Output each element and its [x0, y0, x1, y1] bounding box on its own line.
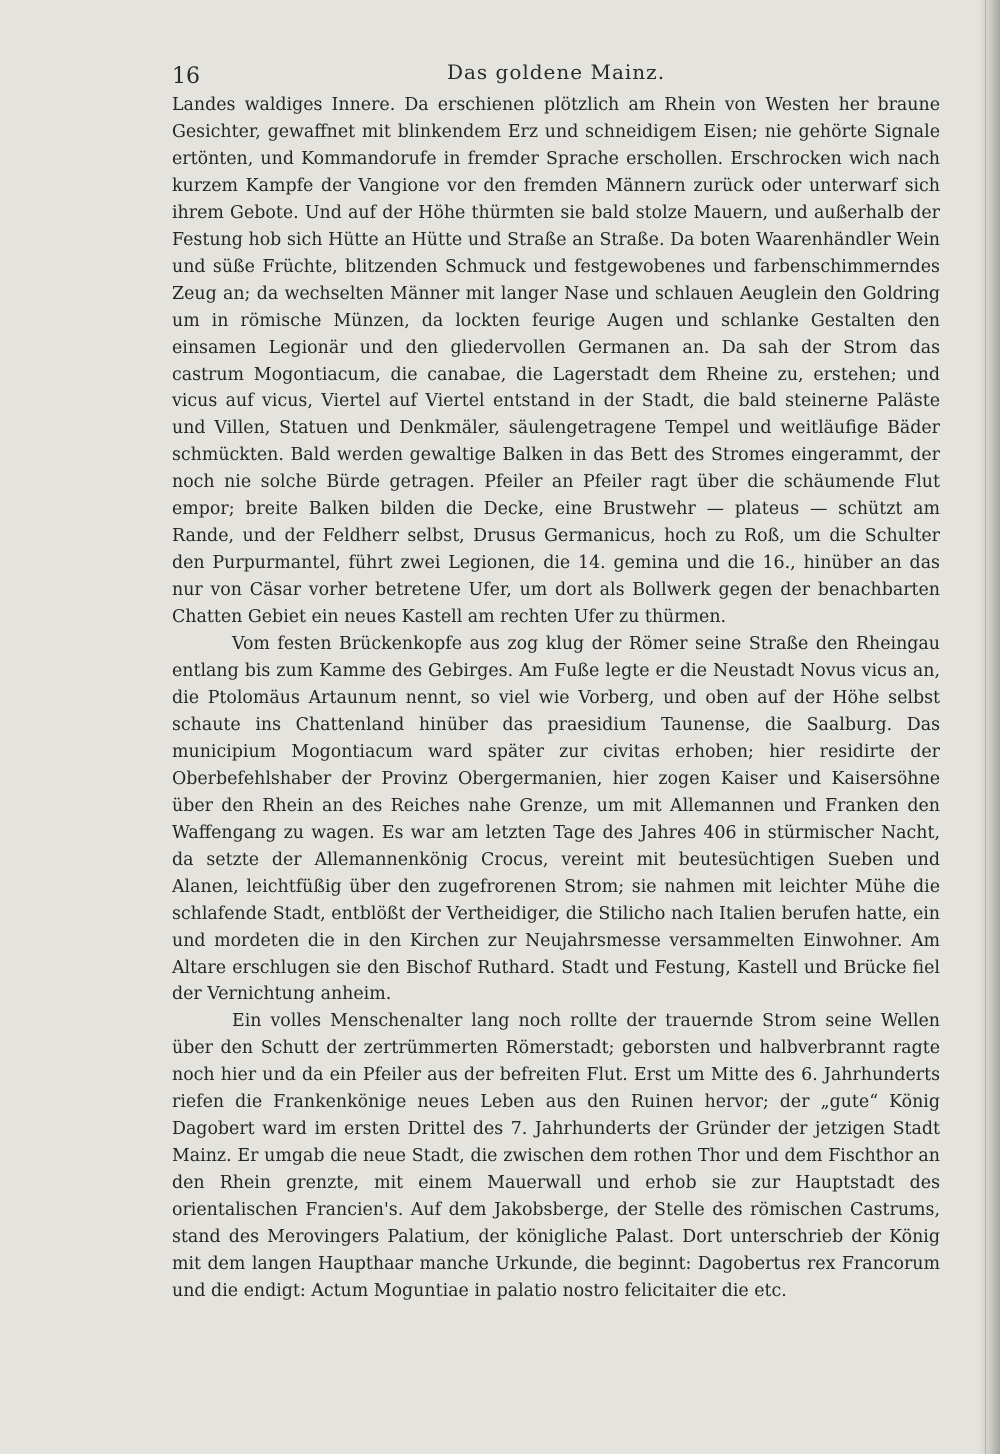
- paragraph-1: Landes waldiges Innere. Da erschienen plötzlich am Rhein von Westen her braune Gesichter, gewaffnet mit blinkendem Erz und schneidigem Eisen; nie gehörte Signale ertönten, und Kommandorufe in fremder Sprache erschollen. Erschrocken wich nach kurzem Kampfe der Vangione vor den fremden Männern zurück oder unterwarf sich ihrem Gebote. Und auf der Höhe thürmten sie bald stolze Mauern, und außerhalb der Festung hob sich Hütte an Hütte und Straße an Straße. Da boten Waarenhändler Wein und süße Früchte, blitzenden Schmuck und festgewobenes und farbenschimmerndes Zeug an; da wechselten Männer mit langer Nase und schlauen Aeuglein den Goldring um in römische Münzen, da lockten feurige Augen und schlanke Gestalten den einsamen Legionär und den gliedervollen Germanen an. Da sah der Strom das castrum Mogontiacum, die canabae, die Lagerstadt dem Rheine zu, erstehen; und vicus auf vicus, Viertel auf Viertel entstand in der Stadt, die bald steinerne Paläste und Villen, Statuen und Denkmäler, säulengetragene Tempel und weitläufige Bäder schmückten. Bald werden gewaltige Balken in das Bett des Stromes eingerammt, der noch nie solche Bürde getragen. Pfeiler an Pfeiler ragt über die schäumende Flut empor; breite Balken bilden die Decke, eine Brustwehr — plateus — schützt am Rande, und der Feldherr selbst, Drusus Germanicus, hoch zu Roß, um die Schulter den Purpurmantel, führt zwei Legionen, die 14. gemina und die 16., hinüber an das nur von Cäsar vorher betretene Ufer, um dort als Bollwerk gegen der benachbarten Chatten Gebiet ein neues Kastell am rechten Ufer zu thürmen.: [172, 95, 940, 628]
- paragraph-2: Vom festen Brückenkopfe aus zog klug der Römer seine Straße den Rheingau entlang bis zum Kamme des Gebirges. Am Fuße legte er die Neustadt Novus vicus an, die Ptolomäus Artaunum nennt, so viel wie Vorberg, und oben auf der Höhe selbst schaute ins Chattenland hinüber das praesidium Taunense, die Saalburg. Das municipium Mogontiacum ward später zur civitas erhoben; hier residirte der Oberbefehlshaber der Provinz Obergermanien, hier zogen Kaiser und Kaisersöhne über den Rhein an des Reiches nahe Grenze, um mit Allemannen und Franken den Waffengang zu wagen. Es war am letzten Tage des Jahres 406 in stürmischer Nacht, da setzte der Allemannenkönig Crocus, vereint mit beutesüchtigen Sueben und Alanen, leichtfüßig über den zugefrorenen Strom; sie nahmen mit leichter Mühe die schlafende Stadt, entblößt der Vertheidiger, die Stilicho nach Italien berufen hatte, ein und mordeten die in den Kirchen zur Neujahrsmesse versammelten Einwohner. Am Altare erschlugen sie den Bischof Ruthard. Stadt und Festung, Kastell und Brücke fiel der Vernichtung anheim.: [172, 634, 940, 1005]
- body-text: [172, 92, 940, 1305]
- running-title: Das goldene Mainz.: [446, 60, 666, 84]
- page-edge-shadow: [978, 0, 1000, 1454]
- page-number: 16: [172, 64, 200, 89]
- page-header: [172, 60, 940, 94]
- paragraph-3: Ein volles Menschenalter lang noch rollte der trauernde Strom seine Wellen über den Schutt der zertrümmerten Römerstadt; geborsten und halbverbrannt ragte noch hier und da ein Pfeiler aus der befreiten Flut. Erst um Mitte des 6. Jahrhunderts riefen die Frankenkönige neues Leben aus den Ruinen hervor; der „gute“ König Dagobert ward im ersten Drittel des 7. Jahrhunderts der Gründer der jetzigen Stadt Mainz. Er umgab die neue Stadt, die zwischen dem rothen Thor und dem Fischthor an den Rhein grenzte, mit einem Mauerwall und erhob sie zur Hauptstadt des orientalischen Francien's. Auf dem Jakobsberge, der Stelle des römischen Castrums, stand des Merovingers Palatium, der königliche Palast. Dort unterschrieb der König mit dem langen Haupthaar manche Urkunde, die beginnt: Dagobertus rex Francorum und die endigt: Actum Moguntiae in palatio nostro felicitaiter die etc.: [172, 1011, 940, 1301]
